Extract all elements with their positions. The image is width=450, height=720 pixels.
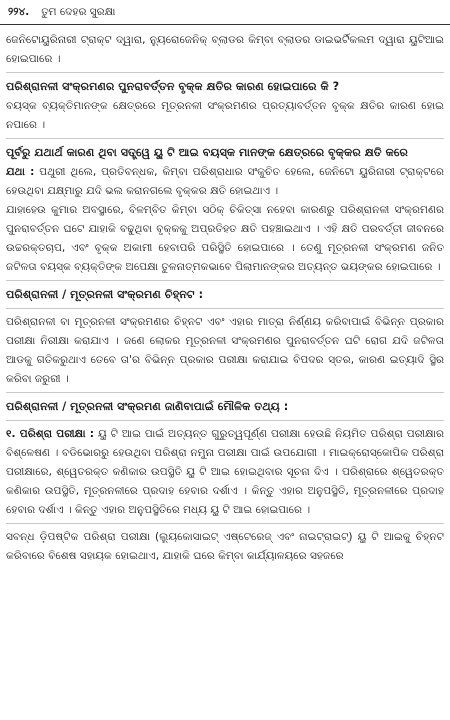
running-title: ତୁମ ଦେହର ସୁରକ୍ଷା: [41, 5, 116, 18]
paragraph-urine-test: [6, 425, 444, 520]
section-heading-basic-tests: ପରିଶ୍ରାନଳୀ / ମୂତ୍ରନଳୀ ସଂକ୍ରମଣ ଜାଣିବାପାଇଁ ମୌଳିକ ତଥ୍ୟ :: [6, 400, 289, 413]
urine-test-lead: ୧. ପରିଶ୍ରା ପରୀକ୍ଷା :: [6, 428, 95, 440]
divider: [6, 280, 444, 281]
paragraph-causes-text: ପଥୁରୀ ଥିଲେ, ପ୍ରତିବନ୍ଧକ, କିମ୍ବା ପରିଶ୍ରାଧାର ସଂକୁଚିତ ହେଲେ, ଜେନିଟୋ ୟୁରିନାରୀ ଟ୍ରାକ୍ଟରେ ହେଉଥିବା ଯକ୍ଷ୍ମାରୁ ଯଦି ଭଲ କରାନଗଲେ ବୃକ୍କର କ୍ଷତି ହୋଇଥାଏ ।: [6, 166, 444, 197]
intro-paragraph: ଜେନିଟୋୟୁରିନାରୀ ଟ୍ରାକ୍ଟ ଦ୍ୱାରା, ନ୍ୟୁରୋଜେନିକ୍ ବ୍ଲାଡର କିମ୍ବା ବ୍ଲାଡର ଡାଇଭର୍ଟିକଲମ ଦ୍ୱାରା ୟୁଟିଆଇ ହୋଇପାରେ ।: [6, 34, 444, 65]
paragraph-children: ଯାହାହେଉ କୁମାର ଅବସ୍ଥାରେ, ବିଳମ୍ବିତ କିମ୍ବା ସଠିକ୍ ଚିକିତ୍ସା ନହେବା କାରଣରୁ ପରିଶ୍ରାନଳୀ ସଂକ୍ରମଣର ପୁନରାବର୍ତ୍ତନ ଘଟେ ଯାହାକି ବଢୁଥିବା ବୃକ୍କକୁ ଅପ୍ରତିହତ କ୍ଷତି ପହଞ୍ଚାଇଥାଏ । ଏହି କ୍ଷତି ପରବର୍ତ୍ତୀ ଜୀବନରେ ଉଚ୍ଚରକ୍ତଚାପ, ଏବଂ ବୃକ୍କ ଅକାମୀ ହେବାପରି ପରିସ୍ଥିତି ହୋଇପାରେ । ତେଣୁ ମୂତ୍ରନଳୀ ସଂକ୍ରମଣ ଜନିତ ଜଟିଳତା ବୟସ୍କ ବ୍ୟକ୍ତିଙ୍କ ଅପେକ୍ଷା ତୁଳନାତ୍ମକଭାବେ ପିଲାମାନଙ୍କର ଅତ୍ୟନ୍ତ ଭୟଙ୍କର ହୋଇପାରେ ।: [6, 204, 444, 273]
paragraph-causes: [6, 163, 444, 201]
paragraph-lead: ଯଥା :: [6, 166, 35, 178]
paragraph-diagnosis: ପରିଶ୍ରାନଳୀ ବା ମୂତ୍ରନଳୀ ସଂକ୍ରମଣର ଚିହ୍ନଟ ଏବଂ ଏହାର ମାତ୍ରା ନିର୍ଣ୍ଣୟ କରିବାପାଇଁ ବିଭିନ୍ନ ପ୍ରକାର ପରୀକ୍ଷା ନିରୀକ୍ଷା କରାଯାଏ । ଜଣେ ଲୋକର ମୂତ୍ରନଳୀ ସଂକ୍ରମଣର ପୁନରାବର୍ତ୍ତନ ଘଟି ରୋଗ ଯଦି ଜଟିଳତା ଆଡକୁ ଗତିକରୁଥାଏ ତେବେ ତା'ର ବିଭିନ୍ନ ପ୍ରକାର ପରୀକ୍ଷା କରାଯାଇ ବିପଦର ସ୍ତର, କାରଣ ଇତ୍ୟାଦି ସ୍ଥିର କରିବା ଜରୁରୀ ।: [6, 316, 444, 385]
running-header: [0, 0, 450, 25]
section-heading-diagnosis: ପରିଶ୍ରାନଳୀ / ମୂତ୍ରନଳୀ ସଂକ୍ରମଣ ଚିହ୍ନଟ :: [6, 288, 204, 301]
page-number: ୨୨୪.: [8, 5, 30, 18]
paragraph-dipstick: ସବନ୍ଧ ଡ଼ିପଷ୍ଟିକ ପରିଶ୍ରା ପରୀକ୍ଷା (ଲ୍ୟୁକୋସାଇଟ୍ ଏଷ୍ଟେରେଜ୍ ଏବଂ ନାଇଟ୍ରାଇଟ୍) ୟୁ ଟି ଆଇକୁ ଚିହ୍ନଟ କରିବାରେ ବିଶେଷ ସହାୟକ ହୋଇଥାଏ, ଯାହାକି ଘରେ କିମ୍ବା କାର୍ଯ୍ୟାଳୟରେ ସହଜରେ: [6, 531, 444, 562]
divider: [6, 308, 444, 309]
urine-test-text: ୟୁ ଟି ଆଇ ପାଇଁ ଅତ୍ୟନ୍ତ ଗୁରୁତ୍ୱପୂର୍ଣ୍ଣ ପରୀକ୍ଷା ହେଉଛି ନିୟମିତ ପରିଶ୍ରା ପରୀକ୍ଷାର ବିଶ୍ଳେଷଣ । ବଡିଭୋରରୁ ହେଉଥିବା ପରିଶ୍ରା ନମୁନା ପରୀକ୍ଷା ପାଇଁ ଉପଯୋଗୀ । ମାଇକ୍ରୋସ୍କୋପିକ ପରିଶ୍ରା ପରୀକ୍ଷାରେ, ଶ୍ୱେତରକ୍ତ କଣିକାର ଉପସ୍ଥିତି ୟୁ ଟି ଆଇ ହୋଇଥିବାର ସୂଚନା ଦିଏ । ପରିଶ୍ରାରେ ଶ୍ୱେତରକ୍ତ କଣିକାର ଉପସ୍ଥିତି, ମୂତ୍ରନଳୀରେ ପ୍ରଦାହ ହେବାର ଦର୍ଶାଏ । କିନ୍ତୁ ଏହାର ଅନୁପସ୍ଥିତି, ମୂତ୍ରନଳୀରେ ପ୍ରଦାହ ହେବାର ଦର୍ଶାଏ । କିନ୍ତୁ ଏହାର ଅନୁପସ୍ଥିତିରେ ମଧ୍ୟ ୟୁ ଟି ଆଇ ହୋଇପାରେ ।: [6, 428, 445, 516]
divider: [6, 138, 444, 139]
section-heading-recurrence: ପରିଶ୍ରାନଳୀ ସଂକ୍ରମଣର ପୁନରାବର୍ତ୍ତନ ବୃକ୍କ କ୍ଷତିର କାରଣ ହୋଇପାରେ କି ?: [6, 80, 340, 93]
divider: [6, 523, 444, 524]
section-heading-causes: ପୂର୍ବରୁ ଯଥାର୍ଥ କାରଣ ଥିବା ସତ୍ତ୍ୱେ ୟୁ ଟି ଆଇ ବୟସ୍କ ମାନଙ୍କ କ୍ଷେତ୍ରରେ ବୃକ୍କର କ୍ଷତି କରେ: [6, 146, 408, 159]
divider: [6, 392, 444, 393]
paragraph-adults: ବୟସ୍କ ବ୍ୟକ୍ତିମାନଙ୍କ କ୍ଷେତ୍ରରେ ମୂତ୍ରନଳୀ ସଂକ୍ରମଣର ପ୍ରତ୍ୟାବର୍ତ୍ତନ ବୃକ୍କ କ୍ଷତିର କାରଣ ହୋଇ ନପାରେ ।: [6, 100, 444, 131]
divider: [6, 420, 444, 421]
divider: [6, 72, 444, 73]
